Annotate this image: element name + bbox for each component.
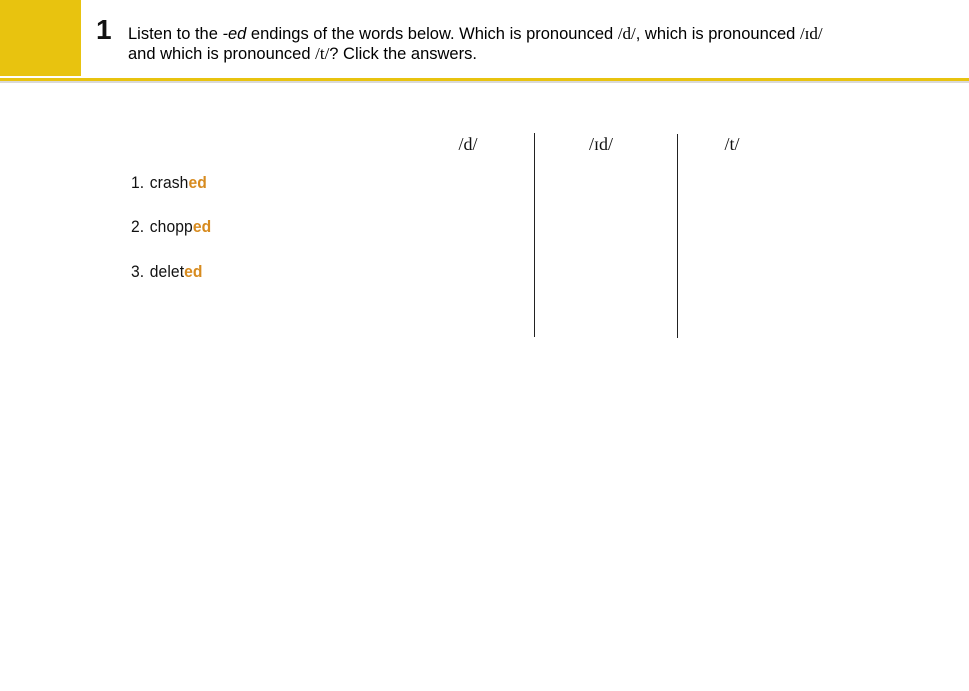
instruction-part: ? Click the answers. — [329, 45, 477, 63]
word-number: 2. — [131, 217, 145, 236]
word-item-crashed[interactable] — [131, 173, 207, 193]
word-stem: delet — [149, 262, 185, 281]
word-item-chopped[interactable] — [131, 217, 211, 237]
word-suffix: ed — [184, 262, 203, 281]
instruction-part: endings of the words below. Which is pronounced — [246, 25, 618, 43]
word-suffix: ed — [192, 217, 212, 236]
column-header-d: /d/ — [458, 134, 478, 154]
instruction-ipa-t: /t/ — [315, 44, 330, 63]
word-number: 3. — [131, 262, 145, 281]
instructions-text — [128, 24, 928, 64]
word-stem: chopp — [149, 217, 193, 236]
instruction-ipa-d: /d/ — [617, 24, 636, 43]
word-stem: crash — [149, 173, 189, 192]
word-number: 1. — [131, 173, 145, 192]
header-divider-shadow — [0, 81, 969, 83]
word-item-deleted[interactable] — [131, 262, 203, 282]
column-header-id: /ɪd/ — [588, 134, 613, 154]
instruction-part: Listen to the — [128, 25, 223, 43]
instruction-part: , which is pronounced — [635, 25, 800, 43]
instruction-ipa-id: /ɪd/ — [799, 24, 823, 43]
column-divider — [677, 134, 678, 338]
instruction-part: and which is pronounced — [128, 45, 316, 63]
word-suffix: ed — [188, 173, 207, 192]
header-accent-block — [0, 0, 81, 76]
column-header-t: /t/ — [724, 134, 740, 154]
column-divider — [534, 133, 535, 337]
task-number: 1 — [96, 14, 112, 45]
instruction-ed-emphasis: -ed — [222, 25, 247, 43]
